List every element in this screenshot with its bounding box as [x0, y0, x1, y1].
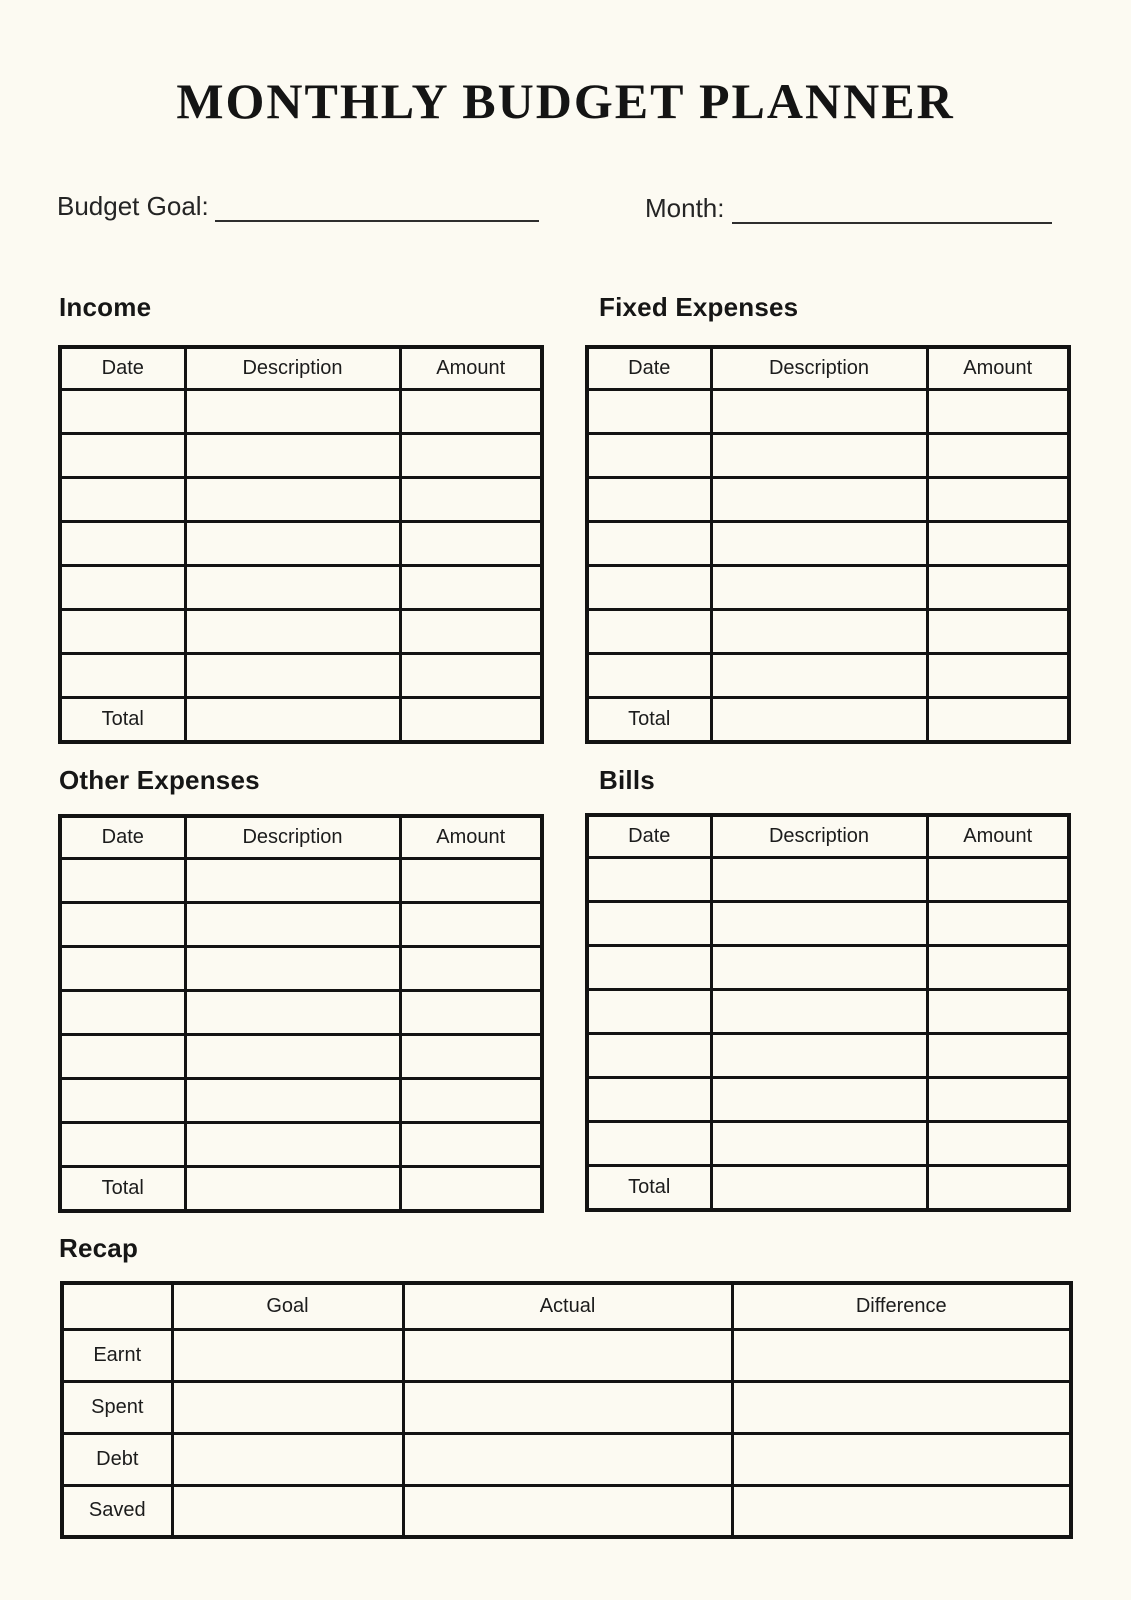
recap-row-label: Debt	[62, 1433, 172, 1485]
empty-cell	[587, 653, 711, 697]
total-label-cell: Total	[60, 697, 185, 742]
empty-cell	[172, 1381, 403, 1433]
empty-cell	[403, 1381, 732, 1433]
empty-cell	[927, 945, 1069, 989]
column-header-description: Description	[185, 347, 400, 389]
empty-cell	[587, 1077, 711, 1121]
month-label: Month:	[645, 192, 725, 223]
empty-cell	[711, 1077, 927, 1121]
empty-cell	[927, 653, 1069, 697]
empty-cell	[587, 901, 711, 945]
empty-cell	[400, 477, 542, 521]
empty-entry-row	[587, 945, 1069, 989]
total-label-cell: Total	[587, 1165, 711, 1210]
empty-cell	[185, 902, 400, 946]
empty-cell	[732, 1433, 1071, 1485]
recap-row-label: Spent	[62, 1381, 172, 1433]
empty-cell	[927, 1033, 1069, 1077]
total-row	[587, 697, 1069, 742]
empty-entry-row	[60, 433, 542, 477]
empty-cell	[60, 1122, 185, 1166]
empty-cell	[400, 1078, 542, 1122]
empty-cell	[587, 945, 711, 989]
column-header-date: Date	[60, 816, 185, 858]
recap-row	[62, 1485, 1071, 1537]
section-heading-other-expenses: Other Expenses	[59, 765, 260, 795]
empty-cell	[711, 477, 927, 521]
empty-cell	[185, 1078, 400, 1122]
empty-cell	[185, 653, 400, 697]
section-heading-fixed-expenses: Fixed Expenses	[599, 292, 799, 322]
empty-cell	[711, 433, 927, 477]
empty-cell	[403, 1329, 732, 1381]
empty-entry-row	[587, 433, 1069, 477]
total-description-cell	[185, 1166, 400, 1211]
empty-cell	[185, 565, 400, 609]
empty-cell	[185, 521, 400, 565]
empty-cell	[587, 989, 711, 1033]
total-row	[60, 1166, 542, 1211]
total-amount-cell	[400, 1166, 542, 1211]
empty-entry-row	[60, 858, 542, 902]
recap-header-row	[62, 1283, 1071, 1329]
empty-cell	[927, 901, 1069, 945]
empty-entry-row	[60, 389, 542, 433]
empty-cell	[927, 1077, 1069, 1121]
empty-cell	[587, 477, 711, 521]
total-amount-cell	[400, 697, 542, 742]
recap-row	[62, 1433, 1071, 1485]
budget-goal-blank-line	[215, 190, 539, 222]
total-description-cell	[711, 697, 927, 742]
empty-cell	[60, 946, 185, 990]
empty-entry-row	[60, 1078, 542, 1122]
column-header-date: Date	[587, 347, 711, 389]
empty-cell	[711, 901, 927, 945]
column-header-description: Description	[185, 816, 400, 858]
column-header-description: Description	[711, 347, 927, 389]
total-description-cell	[711, 1165, 927, 1210]
empty-entry-row	[60, 565, 542, 609]
empty-cell	[927, 989, 1069, 1033]
empty-entry-row	[60, 521, 542, 565]
empty-cell	[400, 990, 542, 1034]
empty-cell	[172, 1329, 403, 1381]
empty-cell	[400, 902, 542, 946]
empty-entry-row	[587, 609, 1069, 653]
column-header-date: Date	[587, 815, 711, 857]
empty-cell	[400, 521, 542, 565]
column-header-amount: Amount	[400, 816, 542, 858]
empty-entry-row	[587, 901, 1069, 945]
empty-cell	[400, 946, 542, 990]
recap-row-label: Saved	[62, 1485, 172, 1537]
empty-entry-row	[60, 653, 542, 697]
recap-row	[62, 1329, 1071, 1381]
column-header-date: Date	[60, 347, 185, 389]
empty-entry-row	[60, 1034, 542, 1078]
empty-cell	[400, 389, 542, 433]
total-label-cell: Total	[587, 697, 711, 742]
empty-cell	[172, 1433, 403, 1485]
recap-table	[60, 1281, 1073, 1539]
empty-cell	[185, 990, 400, 1034]
empty-cell	[185, 433, 400, 477]
budget-goal-label: Budget Goal:	[57, 190, 209, 221]
column-header-goal: Goal	[172, 1283, 403, 1329]
column-header-amount: Amount	[400, 347, 542, 389]
recap-corner-cell	[62, 1283, 172, 1329]
empty-cell	[711, 1121, 927, 1165]
empty-cell	[400, 609, 542, 653]
empty-entry-row	[60, 609, 542, 653]
total-amount-cell	[927, 1165, 1069, 1210]
total-amount-cell	[927, 697, 1069, 742]
empty-cell	[185, 1122, 400, 1166]
total-row	[60, 697, 542, 742]
empty-cell	[587, 433, 711, 477]
column-header-amount: Amount	[927, 347, 1069, 389]
empty-cell	[711, 389, 927, 433]
empty-cell	[60, 565, 185, 609]
empty-cell	[403, 1485, 732, 1537]
empty-entry-row	[60, 990, 542, 1034]
recap-row-label: Earnt	[62, 1329, 172, 1381]
empty-cell	[587, 565, 711, 609]
table-header-row	[587, 347, 1069, 389]
empty-cell	[403, 1433, 732, 1485]
empty-cell	[711, 609, 927, 653]
empty-cell	[732, 1381, 1071, 1433]
empty-cell	[927, 477, 1069, 521]
empty-entry-row	[60, 477, 542, 521]
empty-cell	[711, 565, 927, 609]
section-heading-recap: Recap	[59, 1233, 139, 1263]
empty-entry-row	[587, 1077, 1069, 1121]
empty-cell	[587, 1033, 711, 1077]
empty-cell	[60, 1034, 185, 1078]
empty-entry-row	[60, 902, 542, 946]
empty-cell	[60, 653, 185, 697]
empty-cell	[587, 857, 711, 901]
empty-cell	[927, 609, 1069, 653]
empty-cell	[60, 858, 185, 902]
empty-cell	[185, 609, 400, 653]
section-heading-income: Income	[59, 292, 152, 322]
empty-entry-row	[587, 1033, 1069, 1077]
column-header-amount: Amount	[927, 815, 1069, 857]
empty-cell	[711, 653, 927, 697]
empty-cell	[927, 1121, 1069, 1165]
empty-entry-row	[587, 857, 1069, 901]
empty-cell	[927, 857, 1069, 901]
empty-entry-row	[587, 565, 1069, 609]
recap-row	[62, 1381, 1071, 1433]
empty-cell	[60, 1078, 185, 1122]
empty-entry-row	[587, 989, 1069, 1033]
page-title: MONTHLY BUDGET PLANNER	[176, 73, 955, 129]
empty-cell	[711, 945, 927, 989]
column-header-difference: Difference	[732, 1283, 1071, 1329]
empty-cell	[587, 1121, 711, 1165]
total-row	[587, 1165, 1069, 1210]
fixed-expenses-table	[585, 345, 1071, 744]
empty-cell	[400, 565, 542, 609]
empty-cell	[732, 1485, 1071, 1537]
empty-cell	[60, 389, 185, 433]
empty-cell	[400, 1122, 542, 1166]
bills-table	[585, 813, 1071, 1212]
empty-cell	[587, 389, 711, 433]
empty-entry-row	[587, 653, 1069, 697]
empty-entry-row	[587, 521, 1069, 565]
empty-cell	[60, 902, 185, 946]
empty-cell	[711, 521, 927, 565]
empty-cell	[927, 433, 1069, 477]
section-heading-bills: Bills	[599, 765, 655, 795]
column-header-actual: Actual	[403, 1283, 732, 1329]
table-header-row	[60, 816, 542, 858]
empty-cell	[60, 477, 185, 521]
empty-entry-row	[587, 389, 1069, 433]
empty-cell	[400, 433, 542, 477]
total-label-cell: Total	[60, 1166, 185, 1211]
empty-cell	[711, 989, 927, 1033]
empty-cell	[587, 521, 711, 565]
empty-cell	[185, 389, 400, 433]
empty-cell	[927, 389, 1069, 433]
empty-entry-row	[60, 1122, 542, 1166]
income-table	[58, 345, 544, 744]
empty-cell	[60, 990, 185, 1034]
empty-entry-row	[587, 477, 1069, 521]
empty-cell	[185, 946, 400, 990]
empty-cell	[732, 1329, 1071, 1381]
empty-cell	[60, 433, 185, 477]
empty-entry-row	[60, 946, 542, 990]
empty-cell	[185, 1034, 400, 1078]
total-description-cell	[185, 697, 400, 742]
empty-cell	[400, 858, 542, 902]
empty-cell	[60, 521, 185, 565]
empty-entry-row	[587, 1121, 1069, 1165]
empty-cell	[927, 521, 1069, 565]
month-blank-line	[732, 192, 1052, 224]
empty-cell	[185, 858, 400, 902]
empty-cell	[185, 477, 400, 521]
empty-cell	[711, 857, 927, 901]
table-header-row	[587, 815, 1069, 857]
empty-cell	[400, 1034, 542, 1078]
empty-cell	[927, 565, 1069, 609]
budget-goal-field	[57, 190, 539, 222]
empty-cell	[711, 1033, 927, 1077]
column-header-description: Description	[711, 815, 927, 857]
other-expenses-table	[58, 814, 544, 1213]
empty-cell	[172, 1485, 403, 1537]
table-header-row	[60, 347, 542, 389]
empty-cell	[400, 653, 542, 697]
month-field	[645, 192, 1052, 224]
empty-cell	[587, 609, 711, 653]
empty-cell	[60, 609, 185, 653]
